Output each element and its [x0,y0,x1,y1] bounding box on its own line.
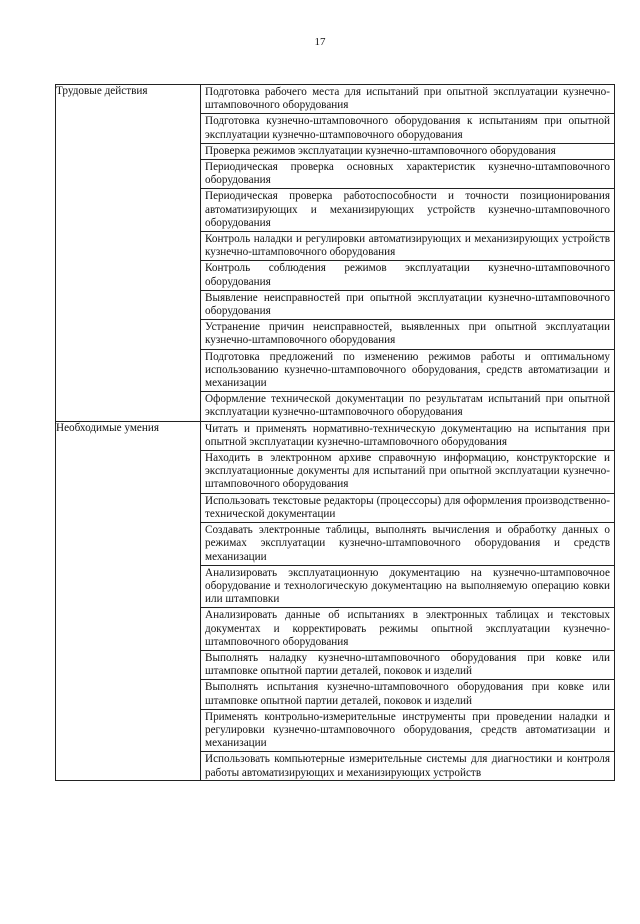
list-item: Выполнять наладку кузнечно-штамповочного оборудования при ковке или штамповке опытной партии деталей, поковок и изделий [201,651,614,680]
requirements-table [55,84,615,781]
list-item: Контроль наладки и регулировки автоматизирующих и механизирующих устройств кузнечно-штамповочного оборудования [201,232,614,261]
page-number: 17 [314,36,326,48]
list-item: Подготовка кузнечно-штамповочного оборудования к испытаниям при опытной эксплуатации кузнечно-штамповочного оборудования [201,114,614,143]
row-label: Трудовые действия [56,85,201,422]
list-item: Выполнять испытания кузнечно-штамповочного оборудования при ковке или штамповке опытной партии деталей, поковок и изделий [201,680,614,709]
list-item: Использовать компьютерные измерительные системы для диагностики и контроля работы автоматизирующих и механизирующих устройств [205,753,610,779]
list-item: Контроль соблюдения режимов эксплуатации кузнечно-штамповочного оборудования [201,261,614,290]
list-item: Проверка режимов эксплуатации кузнечно-штамповочного оборудования [201,144,614,160]
list-item: Периодическая проверка основных характеристик кузнечно-штамповочного оборудования [201,160,614,189]
list-item: Устранение причин неисправностей, выявленных при опытной эксплуатации кузнечно-штамповочного оборудования [201,320,614,349]
row-content [201,421,615,780]
list-item: Анализировать эксплуатационную документацию на кузнечно-штамповочное оборудование и технологическую документацию на выполняемую операцию ковки или штамповки [201,566,614,609]
list-item: Выявление неисправностей при опытной эксплуатации кузнечно-штамповочного оборудования [201,291,614,320]
table-row [56,85,615,422]
table-row [56,421,615,780]
list-item: Подготовка рабочего места для испытаний при опытной эксплуатации кузнечно-штамповочного оборудования [201,85,614,114]
list-item: Применять контрольно-измерительные инструменты при проведении наладки и регулировки кузнечно-штамповочного оборудования, средств автоматизации и механизации [201,710,614,753]
row-label: Необходимые умения [56,421,201,780]
list-item: Находить в электронном архиве справочную информацию, конструкторские и эксплуатационные документы для испытаний при опытной эксплуатации кузнечно-штамповочного оборудования [201,451,614,494]
row-content [201,85,615,422]
list-item: Использовать текстовые редакторы (процессоры) для оформления производственно-технической документации [201,494,614,523]
list-item: Подготовка предложений по изменению режимов работы и оптимальному использованию кузнечно-штамповочного оборудования, средств автоматизации и механизации [201,350,614,393]
list-item: Создавать электронные таблицы, выполнять вычисления и обработку данных о режимах эксплуатации кузнечно-штамповочного оборудования и средств механизации [201,523,614,566]
list-item: Читать и применять нормативно-техническую документацию на испытания при опытной эксплуатации кузнечно-штамповочного оборудования [201,422,614,451]
list-item: Анализировать данные об испытаниях в электронных таблицах и текстовых документах и корректировать режимы опытной эксплуатации кузнечно-штамповочного оборудования [201,608,614,651]
list-item: Периодическая проверка работоспособности и точности позиционирования автоматизирующих и механизирующих устройств кузнечно-штамповочного оборудования [201,189,614,232]
list-item: Оформление технической документации по результатам испытаний при опытной эксплуатации кузнечно-штамповочного оборудования [205,393,610,419]
